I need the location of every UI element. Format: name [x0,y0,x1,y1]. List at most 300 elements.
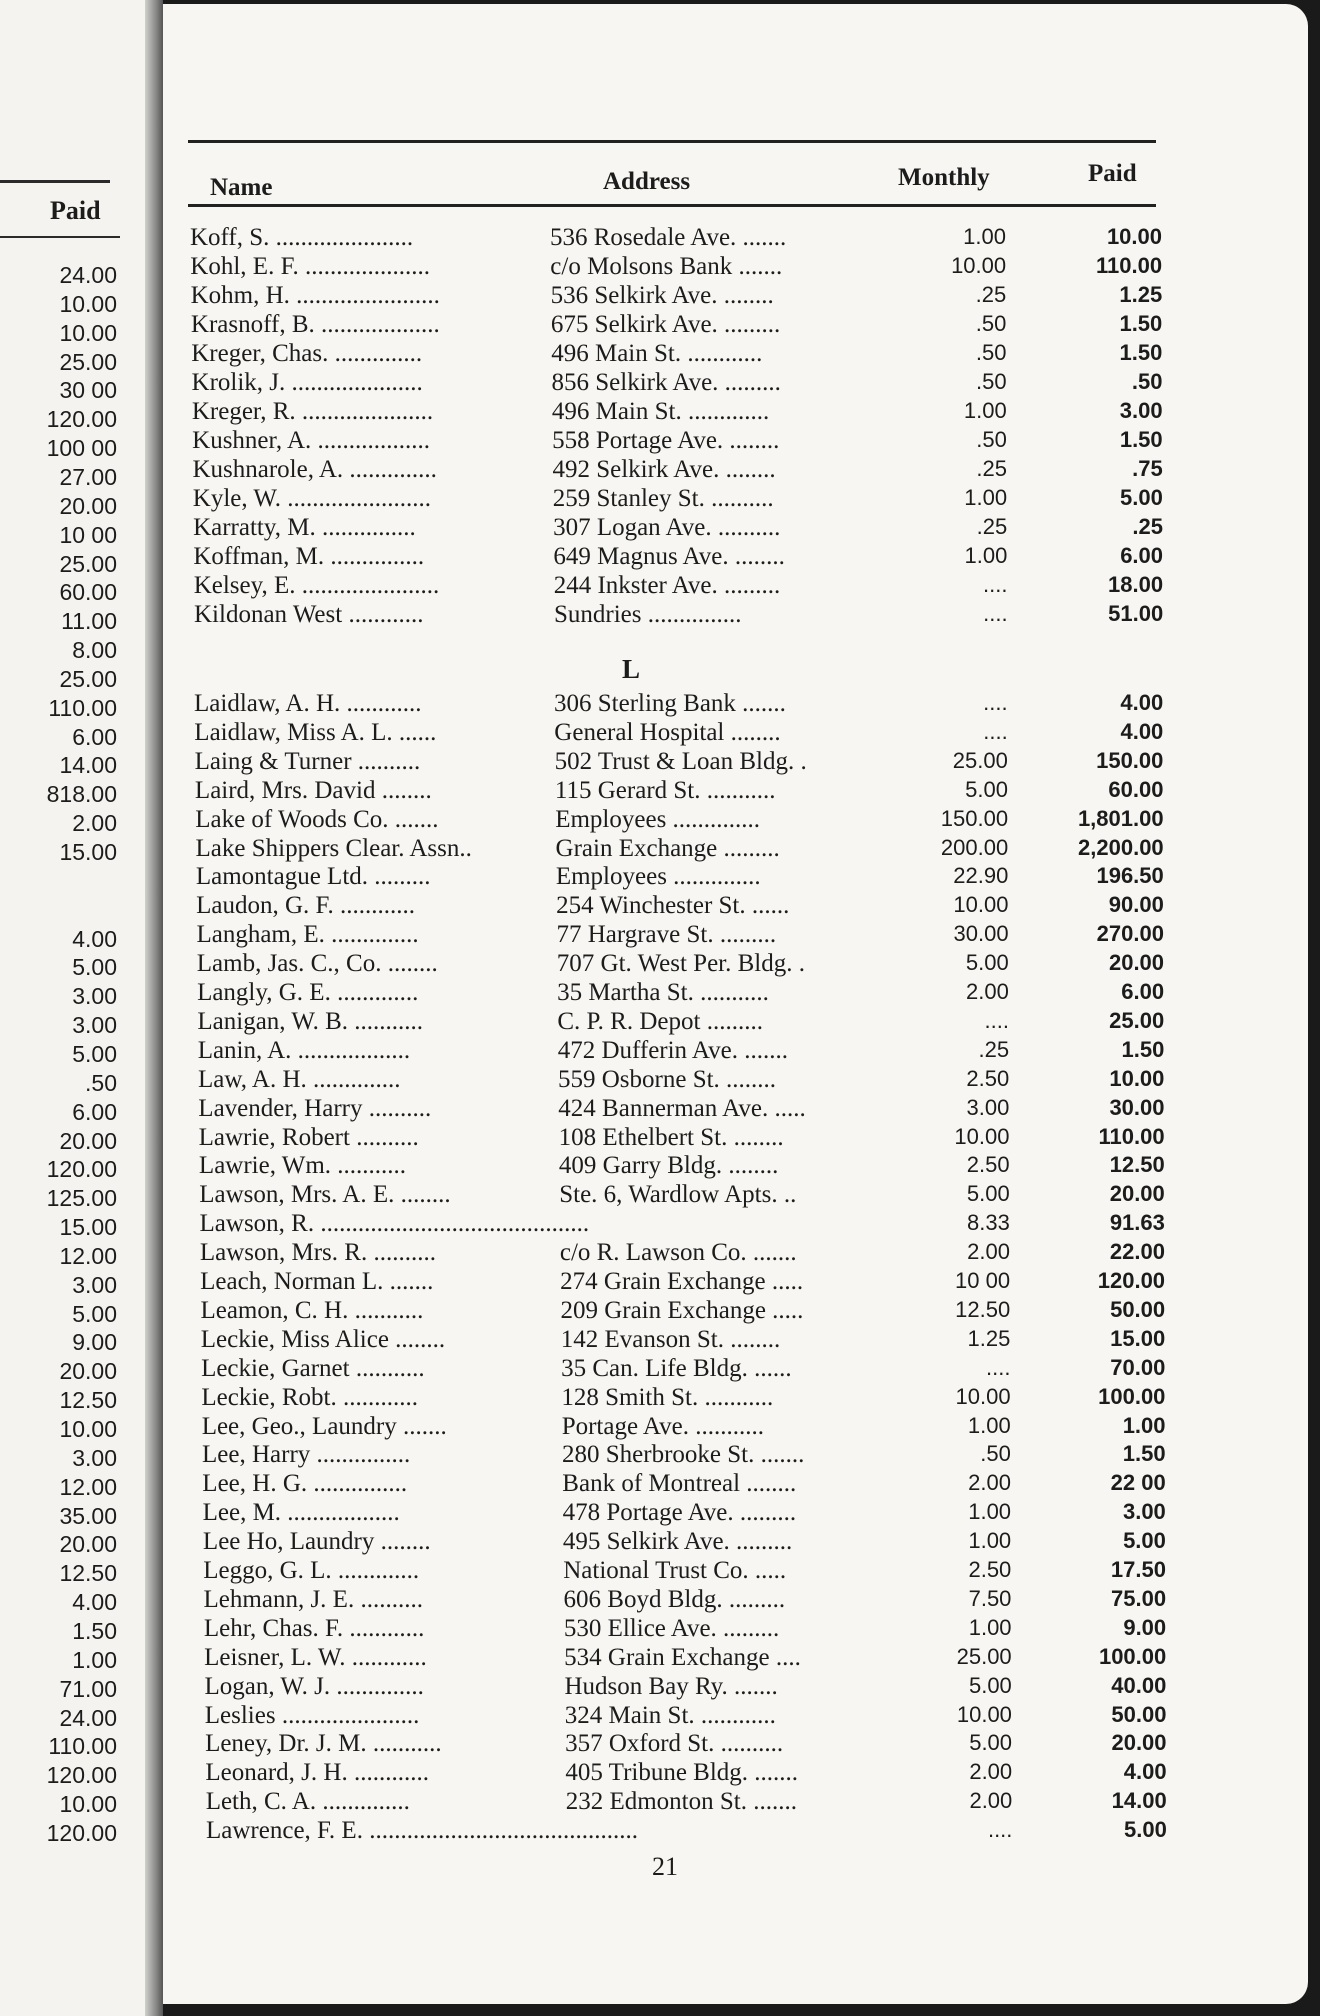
left-paid-value: 110.00 [48,694,117,721]
left-paid-value: 5.00 [72,1040,117,1067]
entry-paid: 70.00 [1110,1354,1166,1380]
column-header-paid: Paid [1088,160,1137,187]
entry-monthly: 2.00 [969,1788,1013,1814]
entry-paid: 1.00 [1122,1412,1166,1438]
table-row [0,1210,1320,1238]
entry-address: 559 Osborne St. ........ [558,1065,777,1093]
entry-address: c/o Molsons Bank ....... [550,253,783,280]
entry-address: 496 Main St. ............. [551,398,770,425]
entry-monthly: .... [983,601,1008,626]
entry-monthly: 10.00 [951,253,1007,278]
left-paid-value: 818.00 [46,781,117,808]
entry-name: Leonard, J. H. ............ [205,1759,429,1787]
entry-name: Lee, M. .................. [202,1499,400,1527]
left-paid-value: 125.00 [46,1185,117,1212]
entry-paid: 1.50 [1119,340,1163,365]
entry-address: 244 Inkster Ave. ......... [553,572,781,599]
table-row [0,340,1320,368]
entry-address: 478 Portage Ave. ......... [562,1499,797,1527]
entry-address: Portage Ave. ........... [561,1412,764,1440]
left-paid-value: 10 00 [59,521,117,548]
entry-monthly: 2.00 [969,1759,1013,1785]
entry-address: Employees .............. [555,805,761,833]
entry-paid: 100.00 [1098,1383,1166,1409]
table-row [0,777,1320,805]
left-paid-value: 20.00 [59,1358,117,1385]
entry-name: Laidlaw, A. H. ............ [194,690,422,717]
entry-monthly: 25.00 [956,1643,1012,1669]
entry-name: Karratty, M. ............... [193,514,416,541]
entry-paid: 1.25 [1119,282,1163,307]
left-paid-value: .50 [85,1069,117,1096]
entry-name: Lee, Geo., Laundry ....... [201,1412,447,1440]
entry-paid: 17.50 [1110,1557,1166,1582]
entry-monthly: 1.00 [968,1528,1012,1554]
entry-address: 254 Winchester St. ...... [556,892,790,920]
entry-address: 534 Grain Exchange .... [564,1643,801,1671]
entry-name: Lawson, Mrs. R. .......... [199,1239,436,1267]
entry-name: Lanin, A. .................. [197,1036,411,1064]
left-paid-value: 5.00 [72,1300,117,1327]
entry-paid: 20.00 [1111,1730,1167,1756]
entry-monthly: 5.00 [965,950,1009,976]
entry-name: Koff, S. ...................... [190,224,414,251]
entry-paid: 1.50 [1119,427,1163,452]
entry-address: 232 Edmonton St. ....... [565,1788,797,1816]
entry-monthly: .25 [975,282,1007,307]
table-row [0,1355,1320,1383]
entry-address: 472 Dufferin Ave. ....... [557,1036,788,1064]
left-paid-value: 120.00 [46,1156,117,1183]
entry-name: Kyle, W. ....................... [192,485,431,512]
left-paid-value: 60.00 [59,579,117,606]
left-paid-value: 6.00 [72,723,117,750]
entry-monthly: .50 [976,427,1007,452]
left-paid-value: 27.00 [59,463,117,490]
table-row [0,1499,1320,1527]
entry-paid: 3.00 [1119,398,1163,423]
table-row [0,921,1320,949]
entry-paid: 15.00 [1110,1325,1166,1351]
entry-address: 306 Sterling Bank ....... [554,690,786,717]
left-paid-value: 9.00 [72,1329,117,1356]
entry-monthly: 2.00 [968,1470,1011,1496]
table-row [0,719,1320,747]
entry-address: Bank of Montreal ........ [562,1470,797,1498]
entry-monthly: .25 [976,514,1008,539]
table-row [0,1557,1320,1585]
entry-name: Laidlaw, Miss A. L. ...... [194,718,437,746]
table-row [0,485,1320,513]
left-paid-value: 4.00 [72,1589,117,1616]
entry-paid: 6.00 [1121,979,1165,1004]
entry-monthly: 2.50 [966,1065,1010,1091]
entry-paid: 51.00 [1108,601,1164,626]
left-paid-value: 4.00 [72,925,117,952]
table-row [0,1644,1320,1672]
left-paid-value: 24.00 [59,1704,117,1731]
table-row [0,863,1320,891]
left-paid-value: 12.00 [59,1242,117,1269]
entry-name: Lake Shippers Clear. Assn.. [195,834,472,862]
entry-name: Leggo, G. L. ............. [203,1557,420,1584]
entry-address: 142 Evanson St. ........ [560,1325,781,1353]
entry-monthly: .... [983,690,1008,715]
entry-name: Kohl, E. F. .................... [190,253,430,280]
entry-monthly: 5.00 [968,1672,1012,1698]
entry-address: 536 Selkirk Ave. ........ [550,282,774,309]
entry-address: 35 Can. Life Bldg. ...... [561,1354,792,1382]
left-paid-value: 20.00 [59,492,117,519]
entry-address: 424 Bannerman Ave. ..... [558,1094,806,1122]
entry-monthly: 2.50 [966,1152,1010,1178]
entry-paid: 25.00 [1109,1007,1165,1033]
entry-monthly: .50 [980,1441,1011,1467]
left-paid-value: 15.00 [59,1214,117,1241]
entry-name: Lamontague Ltd. ......... [195,863,431,891]
table-row [0,1441,1320,1469]
entry-name: Laird, Mrs. David ........ [194,776,432,804]
table-row [0,398,1320,426]
left-paid-value: 120.00 [46,1819,117,1846]
entry-paid: 10.00 [1106,224,1162,249]
entry-paid: 1.50 [1119,311,1163,336]
entry-name: Kushnarole, A. .............. [192,456,437,483]
entry-address: 606 Boyd Bldg. ......... [563,1585,786,1613]
entry-monthly: 10.00 [955,1383,1011,1409]
left-paid-value: 20.00 [59,1127,117,1154]
entry-paid: 196.50 [1096,863,1164,889]
entry-monthly: .... [983,718,1008,744]
entry-name: Lanigan, W. B. ........... [197,1007,424,1035]
entry-name: Laudon, G. F. ............ [196,892,415,920]
table-row [0,1297,1320,1325]
table-row [0,543,1320,571]
entry-address: 707 Gt. West Per. Bldg. . [556,950,805,978]
entry-paid: .75 [1132,456,1163,481]
entry-monthly: 10.00 [953,892,1009,918]
entry-paid: .50 [1131,369,1163,394]
entry-address: C. P. R. Depot ......... [557,1007,763,1035]
entry-monthly: 5.00 [969,1730,1013,1756]
left-paid-value: 6.00 [72,1098,117,1125]
table-row [0,427,1320,455]
entry-address: 274 Grain Exchange ..... [560,1268,804,1295]
entry-paid: 20.00 [1108,950,1165,976]
entry-paid: 75.00 [1111,1585,1167,1611]
entry-paid: 20.00 [1109,1181,1165,1207]
left-paid-value: 71.00 [59,1675,117,1702]
entry-address: 649 Magnus Ave. ........ [553,543,785,570]
table-row [0,1413,1320,1441]
entry-paid: 50.00 [1110,1296,1166,1322]
entry-monthly: 1.00 [964,485,1008,510]
entry-monthly: 2.50 [968,1557,1012,1582]
entry-monthly: 12.50 [955,1296,1011,1322]
entry-name: Lee Ho, Laundry ........ [202,1528,431,1556]
entry-monthly: 10.00 [954,1123,1010,1149]
entry-address: 128 Smith St. ........... [561,1383,774,1411]
entry-paid: 14.00 [1111,1788,1167,1814]
entry-name: Koffman, M. ............... [193,543,425,570]
entry-name: Lawson, Mrs. A. E. ........ [199,1181,451,1209]
left-paid-value: 110.00 [48,1733,117,1760]
table-row [0,369,1320,397]
left-paid-value: 100 00 [46,435,117,462]
left-paid-value: 2.00 [72,810,117,837]
entry-paid: 110.00 [1096,253,1163,278]
entry-address: 108 Ethelbert St. ........ [558,1123,784,1151]
entry-paid: 30.00 [1109,1094,1165,1120]
entry-address: Ste. 6, Wardlow Apts. .. [559,1181,797,1209]
table-row [0,690,1320,718]
entry-name: Logan, W. J. .............. [204,1672,424,1700]
entry-address: 530 Ellice Ave. ......... [563,1614,780,1642]
table-row [0,572,1320,600]
entry-name: Laing & Turner .......... [194,747,421,775]
entry-paid: 100.00 [1098,1643,1167,1669]
entry-address: Sundries ............... [554,601,742,628]
left-paid-value: 25.00 [59,550,117,577]
entry-address: 675 Selkirk Ave. ......... [550,311,781,338]
left-paid-value: 8.00 [72,637,117,664]
entry-monthly: 8.33 [967,1210,1010,1236]
table-row [0,1528,1320,1556]
entry-name: Kohm, H. ....................... [190,282,440,309]
left-paid-value: 30 00 [59,377,117,404]
entry-name: Kushner, A. .................. [192,427,431,454]
entry-paid: 4.00 [1120,690,1164,715]
entry-address: 324 Main St. ............ [564,1701,776,1729]
entry-monthly: 2.00 [967,1239,1010,1265]
entry-name: Langly, G. E. ............. [197,979,419,1006]
entry-address: 856 Selkirk Ave. ......... [551,369,781,396]
entry-name: Lawson, R. ........................................... [199,1210,590,1238]
entry-address: 280 Sherbrooke St. ....... [562,1441,805,1469]
entry-name: Law, A. H. .............. [198,1065,401,1093]
table-row [0,892,1320,920]
table-row [0,806,1320,834]
entry-name: Kildonan West ............ [194,601,424,628]
table-row [0,1384,1320,1412]
table-row [0,311,1320,339]
entry-monthly: 1.00 [963,398,1007,423]
entry-name: Lehr, Chas. F. ............ [203,1614,425,1642]
left-paid-value: 12.50 [59,1387,117,1414]
entry-monthly: .... [985,1354,1011,1380]
table-header-rule-bottom [188,204,1156,207]
entry-paid: 270.00 [1096,921,1164,947]
entry-monthly: 1.00 [963,224,1006,249]
table-row [0,1730,1320,1758]
table-row [0,1181,1320,1209]
entry-name: Kreger, Chas. .............. [191,340,423,367]
table-row [0,1008,1320,1036]
left-paid-value: 12.00 [59,1473,117,1500]
left-paid-value: 10.00 [59,319,117,346]
entry-monthly: 1.00 [964,543,1008,568]
entry-paid: 18.00 [1108,572,1164,597]
entry-monthly: 5.00 [966,1181,1010,1207]
entry-monthly: .50 [976,369,1007,394]
entry-monthly: .25 [976,456,1007,481]
entry-name: Leslies ...................... [204,1701,420,1729]
entry-address: 77 Hargrave St. ......... [556,921,777,949]
entry-name: Leamon, C. H. ........... [200,1296,424,1324]
entry-name: Langham, E. .............. [196,921,419,949]
table-row [0,1037,1320,1065]
entry-paid: 4.00 [1123,1759,1167,1785]
entry-address: 536 Rosedale Ave. ....... [550,224,787,251]
left-paid-value: 35.00 [59,1502,117,1529]
left-paid-value: 10.00 [59,290,117,317]
table-row [0,1124,1320,1152]
entry-address: 409 Garry Bldg. ........ [558,1152,779,1180]
left-paid-value: 120.00 [46,1762,117,1789]
entry-address: 558 Portage Ave. ........ [552,427,780,454]
entry-monthly: 2.00 [966,979,1009,1004]
table-row [0,282,1320,310]
table-row [0,1152,1320,1180]
entry-monthly: 7.50 [968,1585,1012,1611]
entry-name: Lawrie, Robert .......... [198,1123,419,1151]
entry-address: Grain Exchange ......... [555,834,780,862]
left-paid-value: 24.00 [59,262,117,288]
table-row [0,979,1320,1007]
table-row [0,253,1320,281]
entry-paid: 40.00 [1111,1672,1167,1698]
entry-name: Leckie, Garnet ........... [201,1354,425,1382]
entry-address: 496 Main St. ............ [551,340,763,367]
entry-address: Employees .............. [555,863,761,891]
table-row [0,1702,1320,1730]
entry-monthly: 1.25 [967,1325,1011,1351]
entry-paid: 1.50 [1121,1036,1165,1062]
table-row [0,1788,1320,1816]
left-header-rule-top [0,180,110,183]
entry-monthly: 150.00 [940,805,1009,831]
entry-monthly: 22.90 [953,863,1009,889]
left-paid-value: 20.00 [59,1531,117,1558]
table-row [0,601,1320,629]
table-row [0,1817,1320,1845]
table-row [0,950,1320,978]
entry-address: c/o R. Lawson Co. ....... [559,1239,797,1267]
column-header-monthly: Monthly [898,164,990,191]
table-row [0,1239,1320,1267]
table-row [0,835,1320,863]
left-paid-value: 10.00 [59,1416,117,1442]
entry-address: Hudson Bay Ry. ....... [564,1672,778,1700]
entry-monthly: 10.00 [956,1701,1012,1727]
table-row [0,224,1320,252]
left-paid-value: 3.00 [72,1271,117,1298]
entry-name: Krasnoff, B. ................... [190,311,440,338]
entry-paid: 5.00 [1120,485,1163,510]
left-paid-value: 15.00 [59,839,117,865]
entry-monthly: 1.00 [968,1614,1012,1640]
entry-paid: 3.00 [1122,1499,1166,1525]
entry-address: 357 Oxford St. .......... [565,1730,784,1758]
entry-name: Lamb, Jas. C., Co. ........ [196,950,438,978]
entry-monthly: .50 [975,311,1007,336]
entry-monthly: .50 [975,340,1007,365]
entry-monthly: .... [983,572,1008,597]
section-letter: L [622,654,641,684]
column-header-address: Address [603,168,691,195]
entry-paid: 22.00 [1109,1239,1165,1265]
entry-paid: 120.00 [1097,1268,1166,1293]
table-row [0,1326,1320,1354]
entry-address: 115 Gerard St. ........... [554,776,776,804]
entry-name: Lawrie, Wm. ........... [198,1152,407,1180]
entry-name: Leckie, Robt. ............ [201,1383,419,1411]
entry-paid: 2,200.00 [1078,834,1164,860]
table-header-rule-top [188,140,1156,143]
table-row [0,1615,1320,1643]
entry-monthly: 10 00 [955,1268,1011,1293]
entry-name: Kelsey, E. ...................... [193,572,440,599]
entry-monthly: 30.00 [953,921,1009,947]
entry-name: Kreger, R. ..................... [191,398,434,425]
left-paid-value: 1.50 [72,1617,117,1644]
table-row [0,1759,1320,1787]
table-row [0,1066,1320,1094]
entry-name: Lee, Harry ............... [202,1441,411,1469]
entry-monthly: 200.00 [940,834,1009,860]
entry-address: General Hospital ........ [554,718,781,746]
entry-name: Leth, C. A. .............. [205,1788,410,1816]
entry-name: Lee, H. G. ............... [202,1470,408,1498]
entry-address: National Trust Co. ..... [563,1557,787,1584]
table-row [0,748,1320,776]
left-paid-value: 10.00 [59,1791,117,1818]
left-paid-header: Paid [50,196,101,225]
entry-paid: 90.00 [1108,892,1164,918]
entry-name: Lake of Woods Co. ....... [195,805,439,833]
left-paid-value: 1.00 [72,1646,117,1673]
entry-name: Leckie, Miss Alice ........ [200,1325,446,1353]
entry-paid: 110.00 [1098,1123,1165,1149]
entry-monthly: 25.00 [952,747,1008,773]
entry-monthly: .... [984,1007,1009,1033]
entry-name: Leach, Norman L. ....... [200,1268,434,1295]
entry-address: 35 Martha St. ........... [557,979,769,1006]
table-row [0,456,1320,484]
column-header-name: Name [210,174,273,201]
left-paid-value: 120.00 [46,406,117,433]
left-paid-value: 12.50 [59,1560,117,1587]
entry-name: Leisner, L. W. ............ [204,1643,427,1671]
entry-paid: 60.00 [1108,776,1164,802]
page-number: 21 [652,1852,678,1881]
entry-address: 492 Selkirk Ave. ........ [552,456,776,483]
entry-monthly: 1.00 [967,1412,1011,1438]
entry-paid: 1,801.00 [1077,805,1164,831]
entry-paid: 91.63 [1109,1210,1165,1236]
entry-name: Leney, Dr. J. M. ........... [205,1730,442,1758]
entry-paid: 6.00 [1120,543,1164,568]
entry-paid: 22 00 [1110,1470,1166,1496]
entry-address: 209 Grain Exchange ..... [560,1296,804,1324]
entry-paid: 150.00 [1096,747,1164,773]
entry-paid: 12.50 [1109,1152,1165,1178]
entry-paid: 5.00 [1123,1817,1167,1843]
left-paid-value: 5.00 [72,954,117,981]
entry-address: 502 Trust & Loan Bldg. . [554,747,807,775]
entry-name: Lawrence, F. E. ........................................... [206,1817,638,1845]
left-paid-value: 3.00 [72,983,117,1010]
